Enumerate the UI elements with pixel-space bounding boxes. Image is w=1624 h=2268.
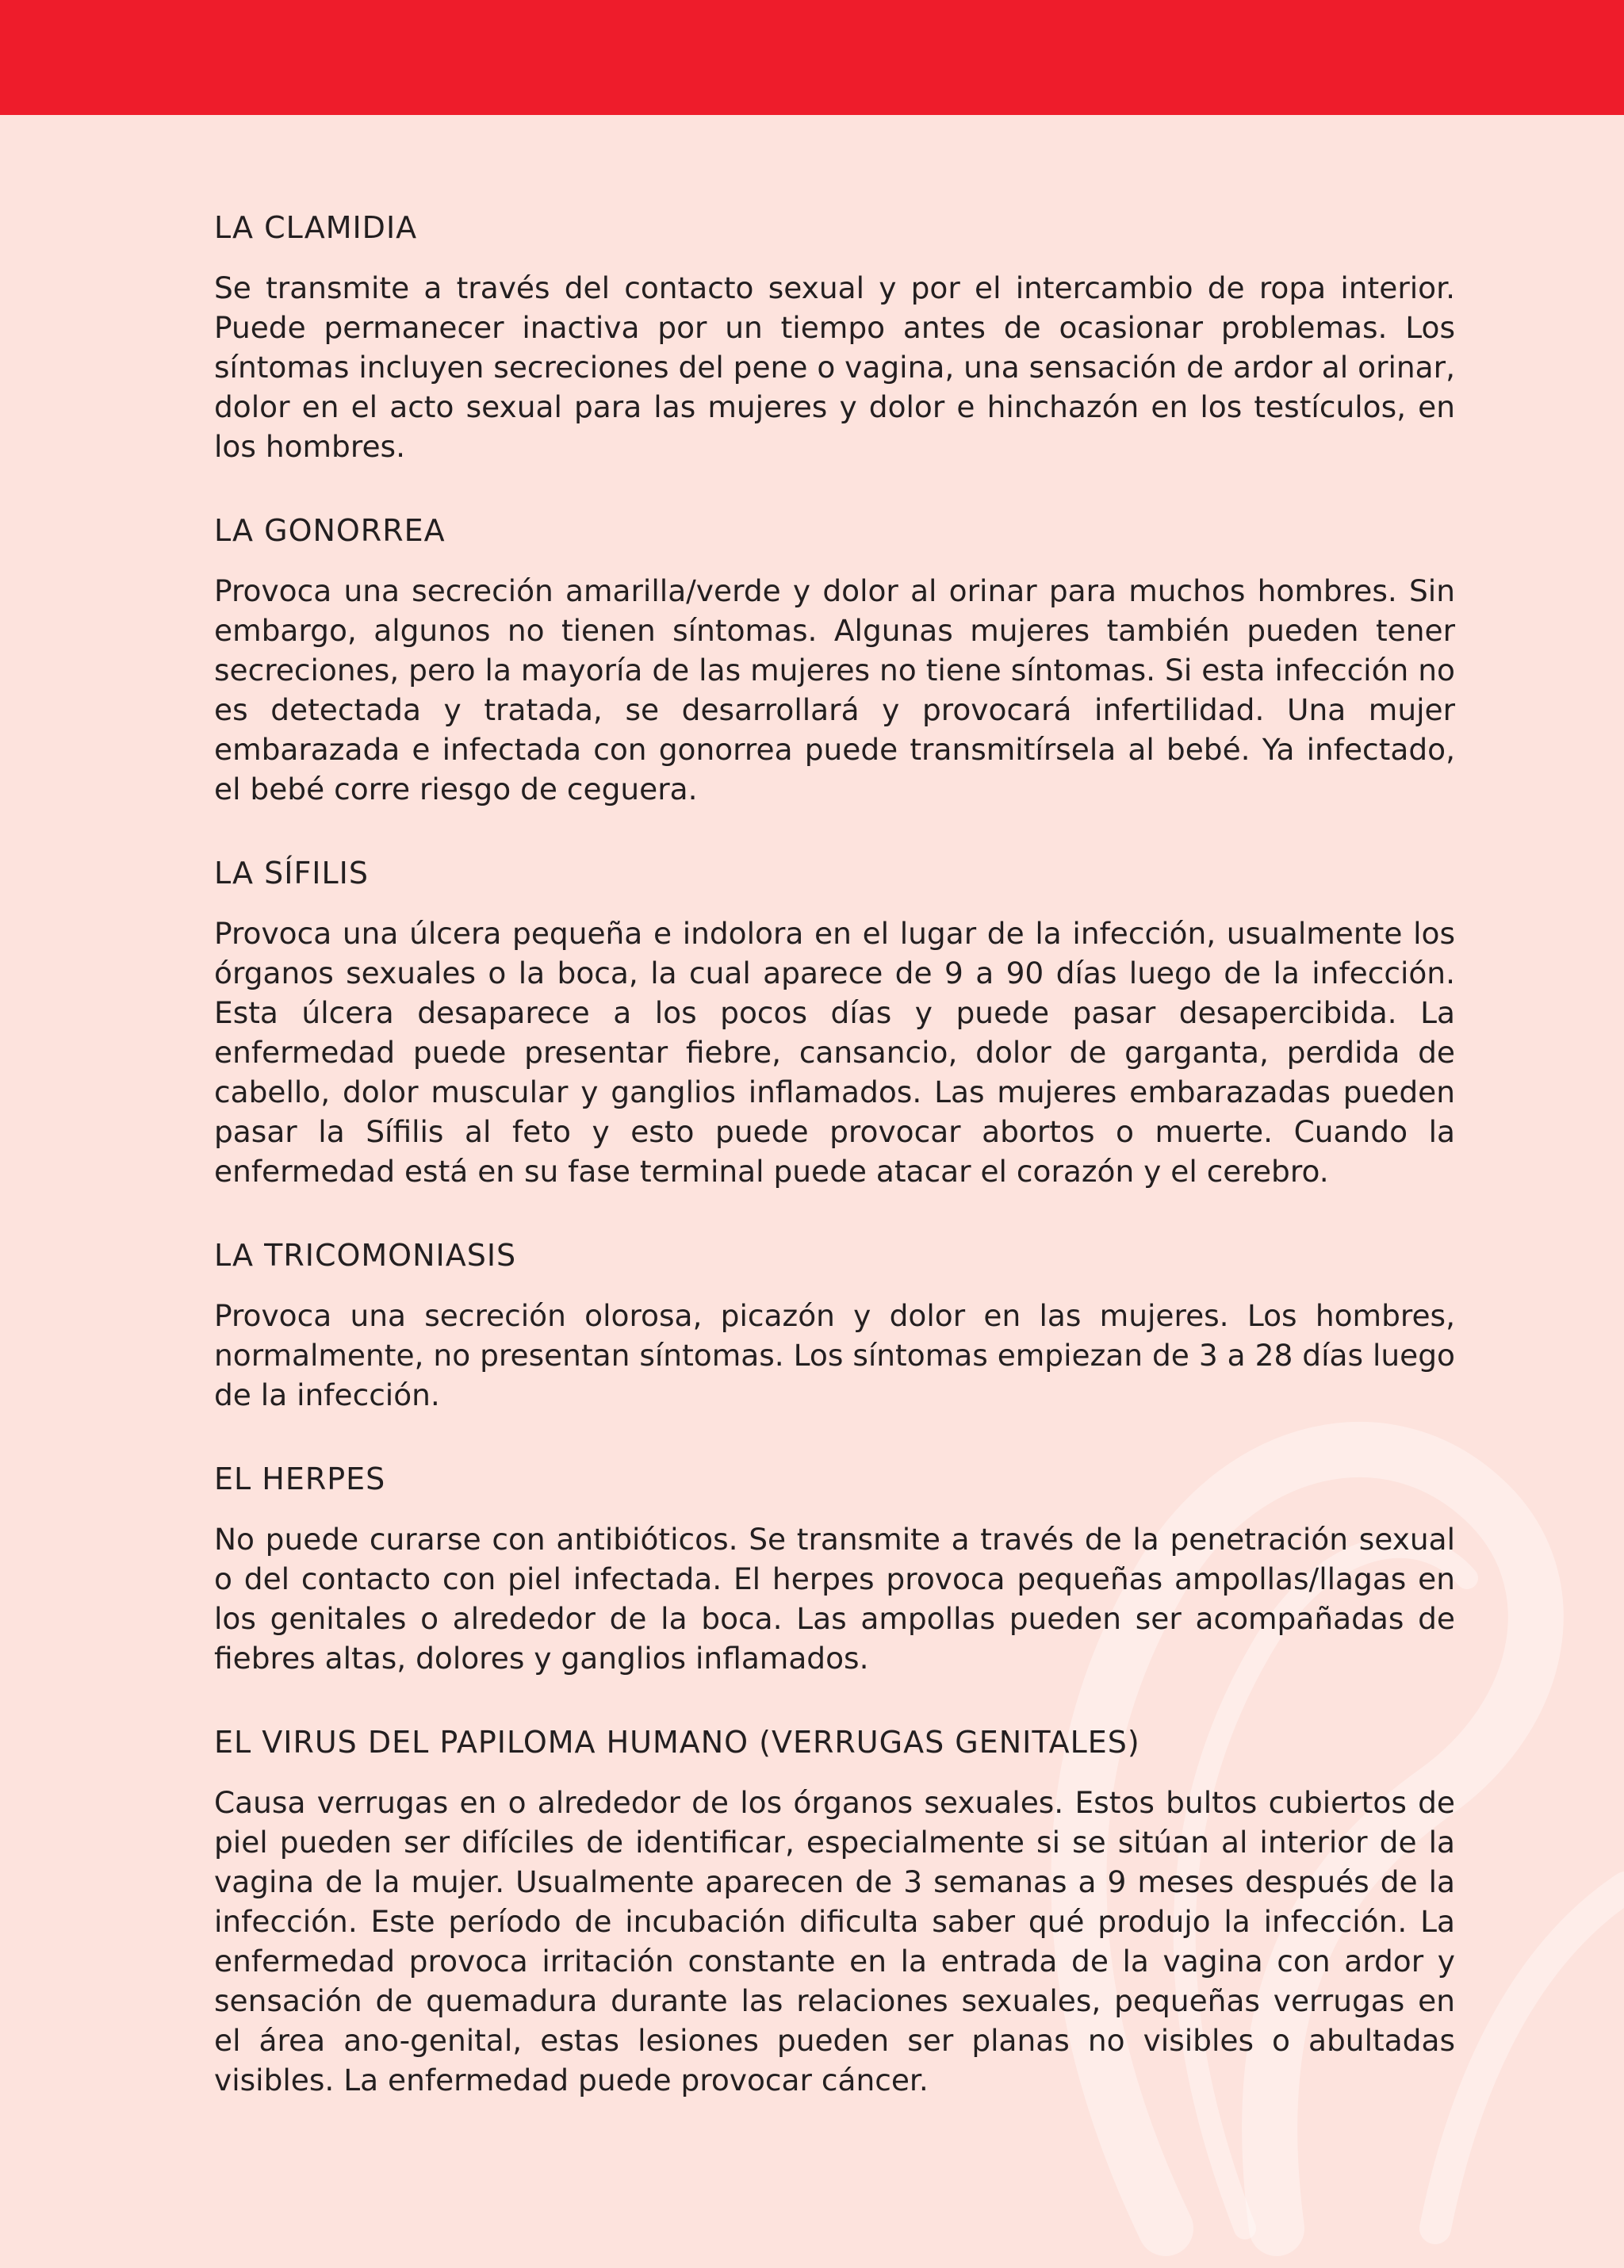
section-title: LA SÍFILIS [214,856,370,891]
section-tricomoniasis [214,1236,1455,1415]
section-clamidia [214,208,1455,466]
section-body: No puede curarse con antibióticos. Se transmite a través de la penetración sexual o del contacto con piel infectada. El herpes provoca pequeñas ampollas/llagas en los genitales o alrededor de la boca. Las ampollas pueden ser acompañadas de fiebres altas, dolores y ganglios inflamados. [214,1522,1455,1676]
document-content [214,208,1455,2144]
header-band [0,0,1624,115]
section-body: Causa verrugas en o alrededor de los órganos sexuales. Estos bultos cubiertos de piel pueden ser difíciles de identificar, especialmente si se sitúan al interior de la vagina de la mujer. Usualmente aparecen de 3 semanas a 9 meses después de la infección. Este período de incubación dificulta saber qué produjo la infección. La enfermedad provoca irritación constante en la entrada de la vagina con ardor y sensación de quemadura durante las relaciones sexuales, pequeñas verrugas en el área ano-genital, estas lesiones pueden ser planas no visibles o abultadas visibles. La enfermedad puede provocar cáncer. [214,1785,1455,2098]
section-body: Provoca una úlcera pequeña e indolora en el lugar de la infección, usualmente los órganos sexuales o la boca, la cual aparece de 9 a 90 días luego de la infección. Esta úlcera desaparece a los pocos días y puede pasar desapercibida. La enfermedad puede presentar fiebre, cansancio, dolor de garganta, perdida de cabello, dolor muscular y ganglios inflamados. Las mujeres embarazadas pueden pasar la Sífilis al feto y esto puede provocar abortos o muerte. Cuando la enfermedad está en su fase terminal puede atacar el corazón y el cerebro. [214,916,1455,1189]
section-title: LA CLAMIDIA [214,210,418,245]
section-body: Provoca una secreción olorosa, picazón y dolor en las mujeres. Los hombres, normalmente, no presentan síntomas. Los síntomas empiezan de 3 a 28 días luego de la infección. [214,1298,1455,1412]
section-body: Provoca una secreción amarilla/verde y dolor al orinar para muchos hombres. Sin embargo, algunos no tienen síntomas. Algunas mujeres también pueden tener secreciones, pero la mayoría de las mujeres no tiene síntomas. Si esta infección no es detectada y tratada, se desarrollará y provocará infertilidad. Una mujer embarazada e infectada con gonorrea puede transmitírsela al bebé. Ya infectado, el bebé corre riesgo de ceguera. [214,573,1455,806]
section-body: Se transmite a través del contacto sexual y por el intercambio de ropa interior. Puede permanecer inactiva por un tiempo antes de ocasionar problemas. Los síntomas incluyen secreciones del pene o vagina, una sensación de ardor al orinar, dolor en el acto sexual para las mujeres y dolor e hinchazón en los testículos, en los hombres. [214,270,1455,464]
section-sifilis [214,853,1455,1191]
section-title: LA TRICOMONIASIS [214,1238,517,1273]
section-herpes [214,1459,1455,1678]
section-title: EL HERPES [214,1462,386,1496]
section-title: LA GONORREA [214,513,446,548]
section-title: EL VIRUS DEL PAPILOMA HUMANO (VERRUGAS GENITALES) [214,1725,1140,1760]
section-gonorrea [214,511,1455,809]
section-vph [214,1722,1455,2100]
